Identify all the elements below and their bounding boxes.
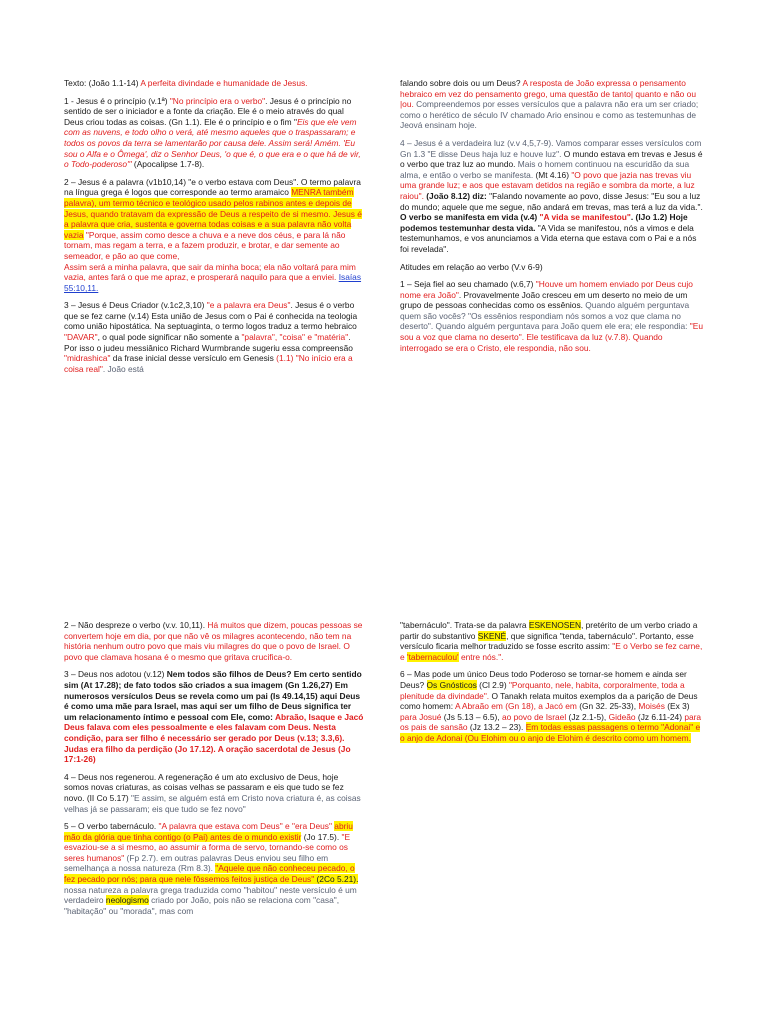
text-run: "Eu sou a voz que clama no deserto". Ele testificava da luz (v.7.8). Quando interrogado se era o Cristo, ele respondia, não sou. — [400, 321, 703, 353]
text-run: "e a palavra era Deus" — [206, 300, 291, 311]
text-run: nossa natureza a palavra grega traduzida como "habitou" neste versículo é um verdadeiro — [64, 884, 357, 906]
text-run: "midrashica" — [64, 353, 111, 364]
text-run: , que significa "tenda, tabernáculo". Portanto, esse versículo ficaria melhor traduzido se fosse escrito assim: — [400, 630, 694, 652]
text-run: (1.1) "No início era a coisa real" — [64, 353, 353, 374]
text-run: . João está — [102, 363, 144, 374]
paragraph — [400, 620, 704, 662]
paragraph — [64, 772, 364, 814]
paragraph — [64, 262, 364, 294]
section-heading: Atitudes em relação ao verbo (V.v 6-9) — [400, 261, 543, 272]
text-run: . Por isso o judeu messiânico Richard Wurmbrande sugeriu essa compreensão — [64, 332, 353, 353]
text-run: 5 – O verbo tabernáculo. — [64, 821, 159, 832]
text-run: O mundo estava em trevas e Jesus é o verbo que traz luz ao mundo. — [400, 148, 703, 170]
text-run: . (IJo 1.2) Hoje podemos testemunhar desta vida. — [400, 212, 688, 233]
text-run: Nem todos são filhos de Deus? Em certo sentido sim (At 17.28); de fato todos são criados a sua imagem (Gn 1.26,27) Em numerosos versículos Deus se revela como um pai (Is 49.14,15) aqui Deus é como uma mãe para Israel, mas aqui ser um filho de Deus significa ter um relacionamento íntimo e pessoal com Ele, como: — [64, 669, 362, 722]
text-run: "Porque, assim como desce a chuva e a neve dos céus, e para lá não tornam, mas regam a terra, e a fazem produzir, e brotar, e dar semente ao semeador, e pão ao que come, — [64, 229, 346, 261]
text-run: 1 – Seja fiel ao seu chamado (v.6,7) — [400, 279, 536, 290]
text-run: para Josué — [400, 711, 442, 722]
text-run: Compreendemos por esses versículos que a palavra não era um ser criado; como o herético de século IV chamado Ario ensinou e como as testemunhas de Jeová ensinam hoje. — [400, 99, 699, 131]
text-run: Assim será a minha palavra, que sair da minha boca; ela não voltará para mim vazia, antes fará o que me apraz, e prosperará naquilo para que a enviei. — [64, 261, 356, 283]
text-run: (Jz 6.11-24) — [635, 711, 685, 722]
bottom-right-column — [400, 620, 704, 751]
text-run: "E o Verbo se fez carne, e — [400, 641, 703, 662]
text-run: "A vida se manifestou" — [539, 212, 631, 223]
paragraph — [64, 669, 364, 764]
text-run: "Aquele que não conheceu pecado, o fez pecado por nós; para que nele fôssemos feitos justiça de Deus" — [64, 863, 355, 885]
paragraph — [64, 300, 364, 374]
text-run: abriu mão da glória que tinha contigo (o Pai) antes de o mundo existir — [64, 821, 353, 842]
text-run: (Cl 2.9) — [476, 679, 509, 690]
text-run: (Apocalipse 1.7-8). — [131, 159, 205, 170]
text-run: "No princípio era o verbo" — [169, 95, 266, 106]
text-run: Há muitos que dizem, poucas pessoas se convertem hoje em dia, por que não vê os milagres acontecendo, não tem na história nenhum outro povo que mais viu milagres do que o povo de Israel. O povo que clamava hosana é o mesmo que gritava crucifica-o. — [64, 620, 363, 662]
text-run: "palavra", "coisa" e "matéria" — [241, 332, 349, 343]
text-run: 1 - Jesus é o princípio (v.1ª) — [64, 95, 170, 106]
text-run: ao povo de Israel — [501, 711, 567, 722]
text-run: "A Vida se manifestou, nós a vimos e dela testemunhamos, e vos anunciamos a Vida eterna que estava com o Pai e a nós foi revelada". — [400, 222, 697, 254]
text-run: neologismo — [105, 895, 149, 906]
text-run[interactable]: Isaías 55:10,11. — [64, 272, 362, 293]
text-run: Gideão — [608, 711, 636, 722]
top-right-column — [400, 78, 704, 360]
text-run: (Mt 4.16) — [535, 169, 572, 180]
text-run: falando sobre dois ou um Deus? — [400, 78, 523, 88]
paragraph — [400, 279, 704, 353]
bottom-left-column — [64, 620, 364, 923]
paragraph — [64, 821, 364, 916]
paragraph — [64, 96, 364, 170]
text-run: Abraão, Isaque e Jacó Deus falava com eles pessoalmente e eles falavam com Deus. Nesta condição, para ser filho é necessário ser gerado por Deus (v.13; 3.3,6). Judas era filho da perdição (Jo 17.12). A oração sacerdotal de Jesus (Jo 17:1-26) — [64, 711, 364, 765]
text-run: "tabernáculo". Trata-se da palavra — [400, 620, 529, 630]
text-run: , o qual pode significar não somente a — [97, 332, 242, 343]
text-run: O Tanakh relata muitos exemplos da a parição de Deus como homem: — [400, 690, 698, 712]
text-run: (João 8.12) diz: — [423, 190, 487, 201]
text-run: "Houve um homem enviado por Deus cujo nome era João" — [400, 279, 693, 300]
paragraph — [400, 138, 704, 255]
paragraph — [400, 669, 704, 743]
text-run: 'tabernaculou' — [407, 651, 459, 662]
text-run: Moisés — [638, 701, 665, 712]
text-run: "O povo que jazia nas trevas viu uma grande luz; e aos que estavam detidos na região e sombra da morte, a luz raiou". — [400, 169, 695, 201]
text-run: (Fp 2.7). em outras palavras Deus enviou seu filho em semelhança a nossa natureza (Rm 8.3). — [64, 852, 329, 874]
text-run: Os Gnósticos — [426, 679, 477, 690]
text-run: (Jz 2.1-5), — [566, 711, 609, 722]
text-run: para os pais de sansão — [400, 711, 702, 733]
text-run: (Js 5.13 – 6.5), — [441, 711, 502, 722]
text-run: (Jz 13.2 – 23). — [467, 722, 526, 733]
text-run: . Jesus é o verbo que se fez carne (v.14) Esta união de Jesus com o Pai é conhecida na teologia como união hipostática. Na septuaginta, o termo logos traduz a termo hebraico — [64, 300, 358, 332]
text-run: MENRA também palavra), um termo técnico e teológico usado pelos rabinos antes e depois de Jesus, quando tratavam da expressão de Deus a respeito de si mesmo. Jesus é a palavra que cria, sustenta e governa todas coisas e a sua palavra não volta vazia — [64, 187, 362, 240]
text-run: Eis que ele vem com as nuvens, e todo olho o verá, até mesmo aqueles que o traspassaram; e todos os povos da terra se lamentarão por causa dele. Assim será! Amém. 'Eu sou o Alfa e o Ômega', diz o Senhor Deus, 'o que é, o que era e o que há de vir, o Todo-poderoso'" — [64, 116, 361, 170]
paragraph — [400, 78, 704, 131]
text-run: O verbo se manifesta em vida (v.4) — [400, 212, 540, 223]
text-run: 3 – Jesus é Deus Criador (v.1c2,3,10) — [64, 300, 207, 311]
text-reference: Texto: (João 1.1-14) A perfeita divindade e humanidade de Jesus. — [64, 78, 308, 88]
text-run: "DAVAR" — [64, 332, 98, 343]
text-run: "A palavra que estava com Deus" e "era Deus" — [158, 821, 332, 832]
text-run: Quando alguém perguntava quem são vocês? "Os essênios respondiam nós somos a voz que clama no deserto". Quando alguém perguntava para João quem ele era; ele respondia: — [400, 300, 690, 332]
text-run: SKENÉ — [477, 630, 507, 641]
text-run: . Provavelmente João cresceu em um deserto no meio de um grupo de pessoas conhecidas como os essênios. — [400, 289, 688, 311]
text-run: "E esvaziou-se a si mesmo, ao assumir a forma de servo, tornando-se como os seres humanos" — [64, 831, 351, 863]
top-left-column — [64, 78, 364, 381]
text-run: entre nós.". — [458, 651, 504, 662]
text-run: 4 – Jesus é a verdadeira luz (v.v 4,5,7-9). Vamos comparar esses versículos com Gn 1.3 "E disse Deus haja luz e houve luz". — [400, 137, 702, 159]
text-run: A resposta de João expressa o pensamento hebraico em vez do pensamento grego, uma questão de tanto| quanto e não ou |ou. — [400, 78, 696, 110]
paragraph — [64, 177, 364, 262]
text-run: 4 – Deus nos regenerou. A regeneração é um ato exclusivo de Deus, hoje somos novas criaturas, as coisas velhas se passaram e eis que tudo se fez novo. (II Co 5.17) — [64, 771, 344, 803]
text-run: A Abraão em (Gn 18), a Jacó em — [454, 701, 577, 712]
text-run: (Ex 3) — [664, 701, 690, 712]
text-run: da frase inicial desse versículo em Genesis — [110, 353, 277, 364]
text-run: ESKENOSEN — [528, 620, 581, 630]
paragraph — [64, 620, 364, 662]
text-run: 6 – Mas pode um único Deus todo Poderoso se tornar-se homem e ainda ser Deus? — [400, 669, 687, 690]
text-run: "Porquanto, nele, habita, corporalmente, toda a plenitude da divindade". — [400, 679, 685, 701]
text-run: (2Co 5.21). — [314, 874, 359, 885]
text-run: "E assim, se alguém está em Cristo nova criatura é, as coisas velhas já se passaram; eis que tudo se fez novo" — [64, 792, 361, 814]
text-run: 2 – Não despreze o verbo (v.v. 10,11). — [64, 620, 208, 630]
text-run: , pretérito de um verbo criado a partir do substantivo — [400, 620, 698, 641]
text-run: "Falando novamente ao povo, disse Jesus: "Eu sou a luz do mundo; aquele que me segue, não andará em trevas, mas terá a luz da vida.". — [400, 190, 703, 212]
text-run: 2 – Jesus é a palavra (v1b10,14) "e o verbo estava com Deus". O termo palavra na língua grega é logos que corresponde ao termo aramaico — [64, 176, 361, 198]
text-run: . Jesus é o princípio no sentido de ser o iniciador e a fonte da criação. Ele é o meio através do qual Deus criou todas as coisas. (Gn 1.1). Ele é o princípio e o fim " — [64, 95, 352, 127]
text-run: Mais o homem continuou na escuridão da sua alma, e então o verbo se manifesta. — [400, 159, 690, 180]
text-run: (Gn 32. 25-33), — [576, 701, 639, 712]
text-run: (Jo 17.5). — [301, 831, 342, 842]
text-run: Em todas essas passagens o termo "Adonai" e o anjo de Adonai (Ou Elohim ou o anjo de Elohim é descrito como um homem. — [400, 722, 701, 743]
text-run: criado por João, pois não se relaciona com "casa", "habitação" ou "morada", mas com — [64, 895, 340, 916]
text-run: 3 – Deus nos adotou (v.12) — [64, 669, 167, 680]
